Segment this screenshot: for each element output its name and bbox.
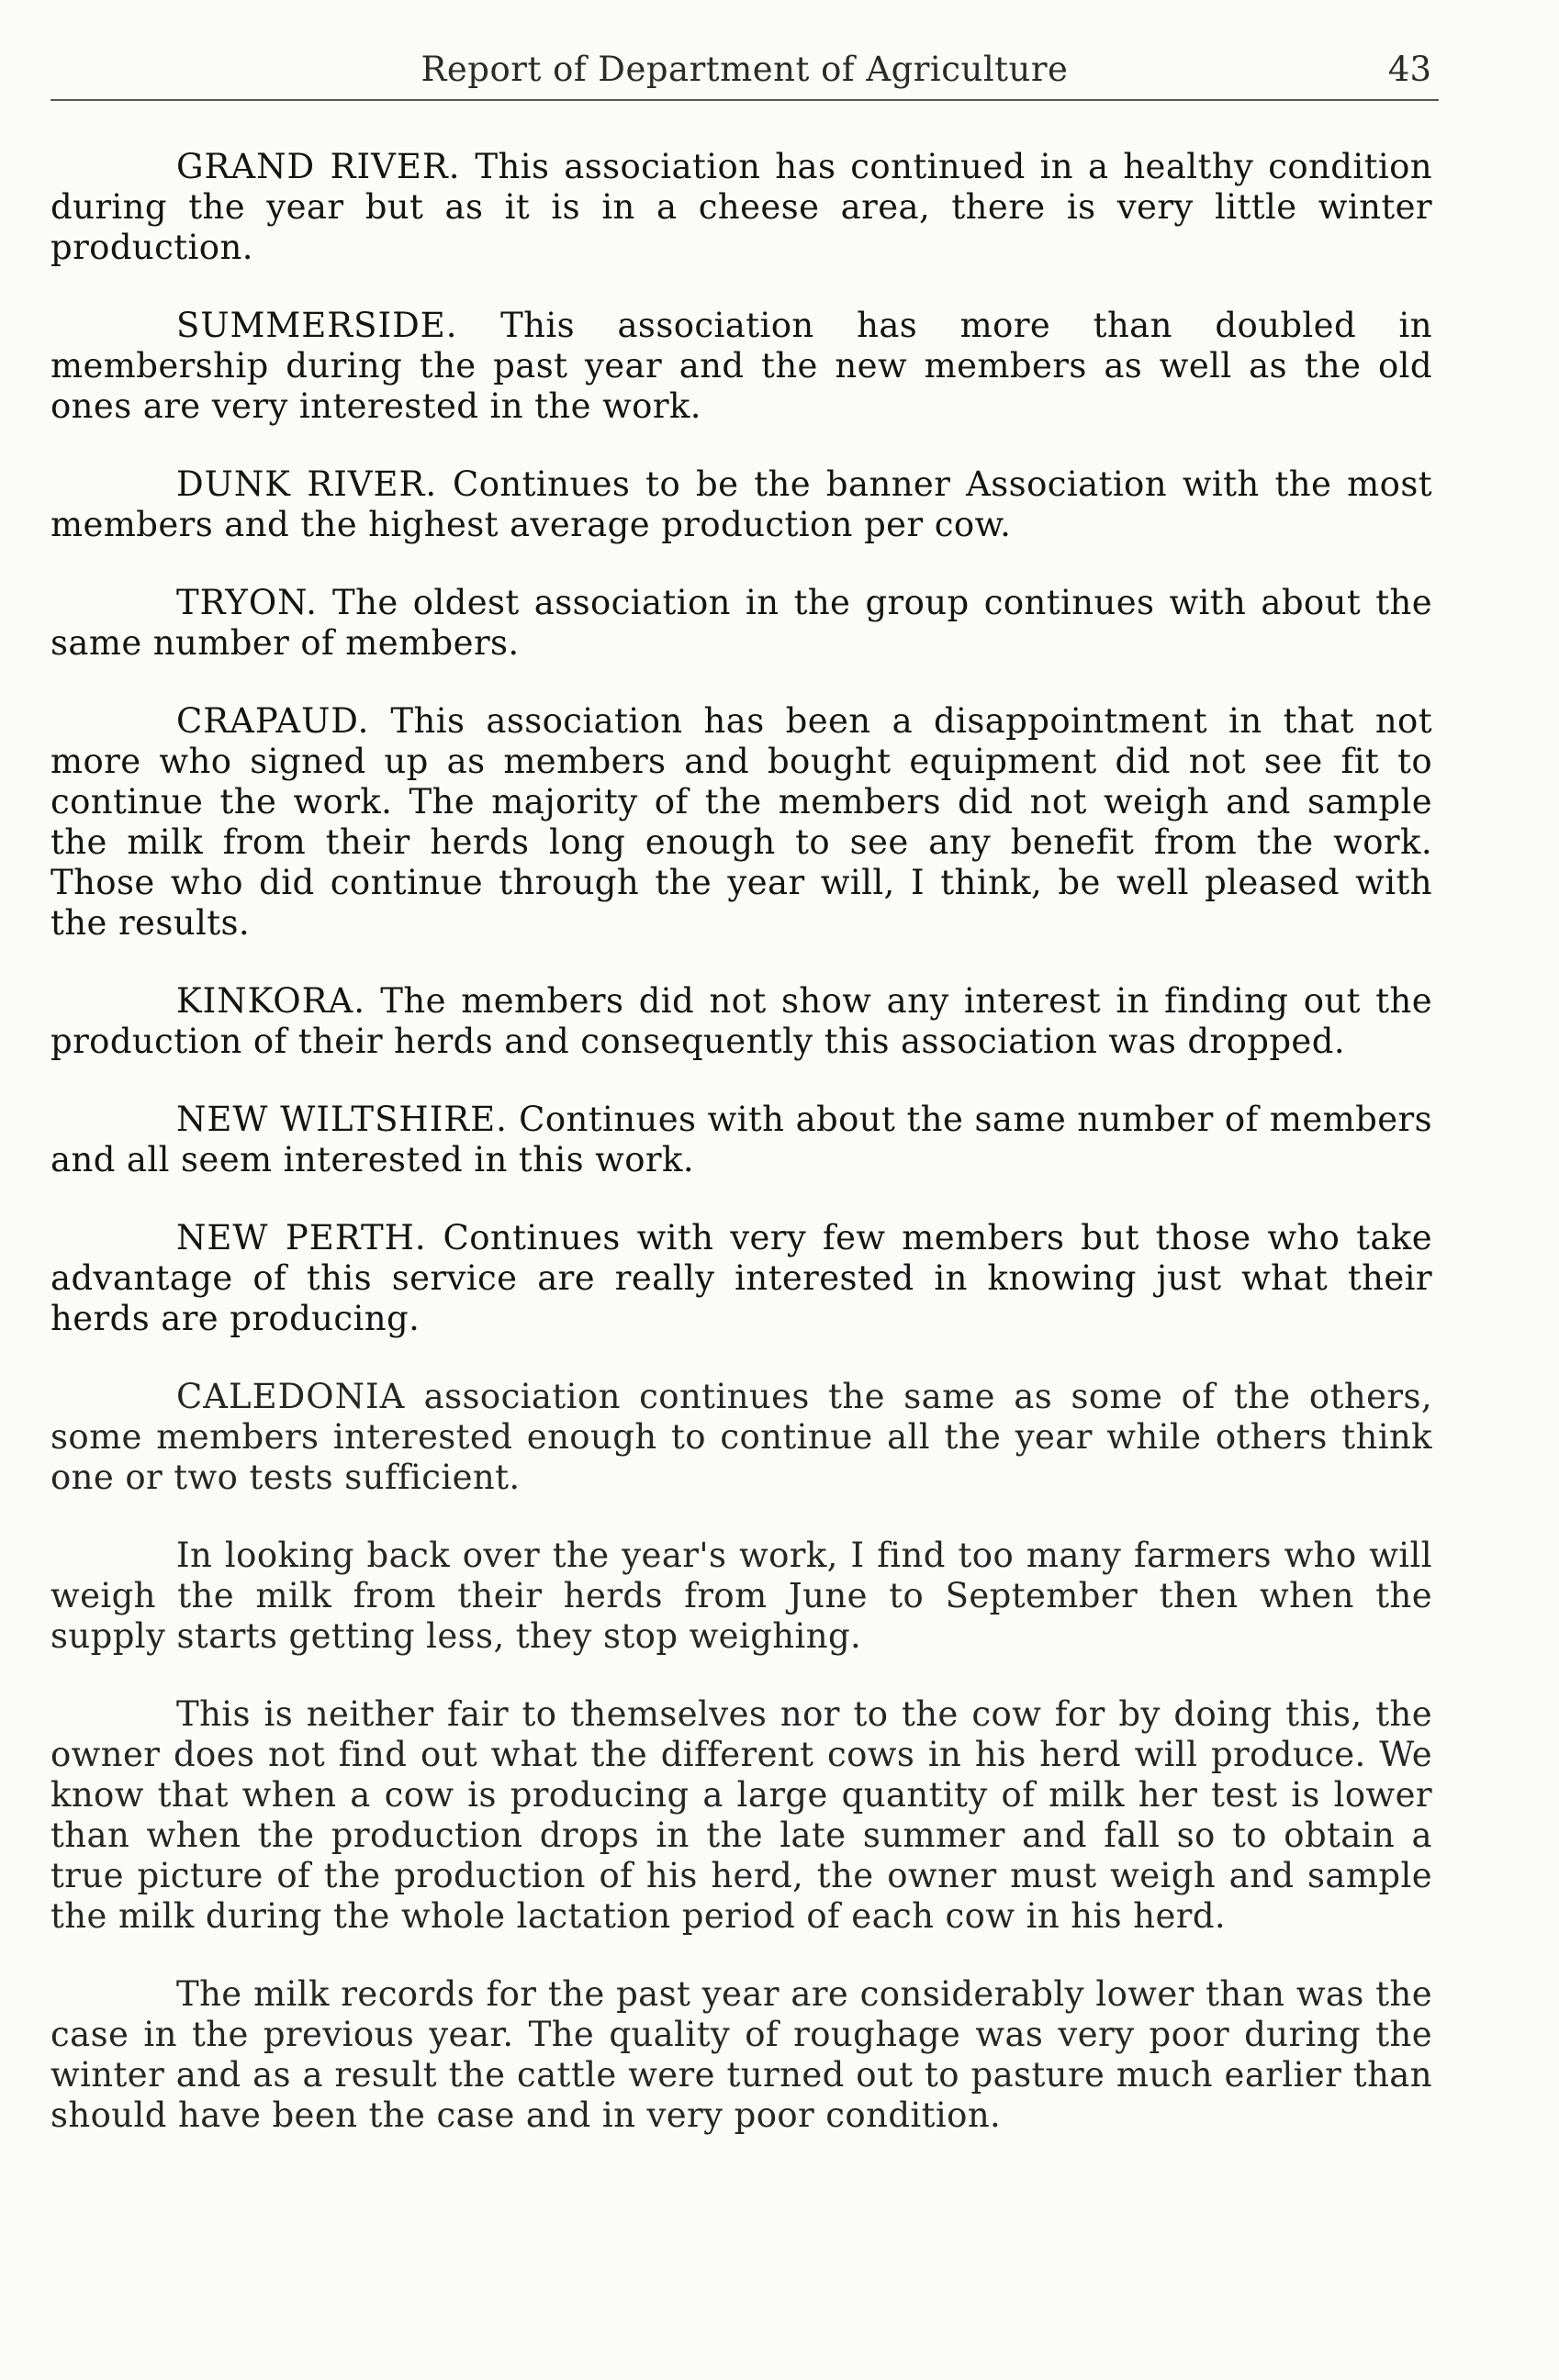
paragraph-milk-records: [50, 1974, 1432, 2136]
paragraph-grand-river: [50, 147, 1432, 268]
paragraph-text: This association has continued in a healthy condition during the year but as it is in a cheese area, there is very little winter production.: [50, 147, 1432, 267]
paragraph-lead: TRYON.: [176, 583, 318, 622]
paragraph-crapaud: [50, 701, 1432, 944]
running-head: Report of Department of Agriculture: [421, 50, 1069, 89]
paragraph-new-wiltshire: [50, 1100, 1432, 1180]
paragraph-text: Continues to be the banner Association with the most members and the highest average production per cow.: [50, 464, 1432, 544]
paragraph-lead: SUMMERSIDE.: [176, 306, 458, 345]
paragraph-lead: KINKORA.: [176, 981, 365, 1021]
paragraph-text: Continues with about the same number of members and all seem interested in this work.: [50, 1100, 1432, 1179]
page-number: 43: [1387, 50, 1431, 89]
paragraph-text: In looking back over the year's work, I find too many farmers who will weigh the milk from their herds from June to September then when the supply starts getting less, they stop weighing.: [50, 1536, 1432, 1656]
paragraph-text: The oldest association in the group continues with about the same number of members.: [50, 583, 1432, 663]
paragraph-lead: NEW WILTSHIRE.: [176, 1100, 508, 1139]
header-rule: [50, 99, 1439, 101]
paragraph-text: This association has more than doubled in membership during the past year and the new members as well as the old ones are very interested in the work.: [50, 306, 1432, 426]
paragraph-dunk-river: [50, 464, 1432, 545]
paragraph-tryon: [50, 583, 1432, 664]
paragraph-lead: GRAND RIVER.: [176, 147, 461, 186]
paragraph-lead: DUNK RIVER.: [176, 464, 438, 504]
paragraph-lead: CRAPAUD.: [176, 701, 370, 741]
paragraph-year-review: [50, 1536, 1432, 1657]
paragraph-new-perth: [50, 1218, 1432, 1339]
body-text: [50, 147, 1432, 2173]
paragraph-lead: NEW PERTH.: [176, 1218, 427, 1257]
paragraph-text: association continues the same as some of the others, some members interested enough to continue all the year while others think one or two tests sufficient.: [50, 1377, 1432, 1497]
paragraph-kinkora: [50, 981, 1432, 1062]
paragraph-lead: CALEDONIA: [176, 1377, 406, 1416]
paragraph-text: The milk records for the past year are considerably lower than was the case in the previous year. The quality of roughage was very poor during the winter and as a result the cattle were turned out to pasture much earlier than should have been the case and in very poor condition.: [50, 1974, 1432, 2135]
paragraph-summerside: [50, 306, 1432, 427]
paragraph-text: This association has been a disappointment in that not more who signed up as members and bought equipment did not see fit to continue the work. The majority of the members did not weigh and sample the milk from their herds long enough to see any benefit from the work. Those who did continue through the year will, I think, be well pleased with the results.: [50, 701, 1432, 943]
paragraph-caledonia: [50, 1377, 1432, 1498]
paragraph-lactation: [50, 1694, 1432, 1937]
page-header: [50, 46, 1439, 101]
paragraph-text: The members did not show any interest in finding out the production of their herds and consequently this association was dropped.: [50, 981, 1432, 1061]
paragraph-text: This is neither fair to themselves nor to the cow for by doing this, the owner does not find out what the different cows in his herd will produce. We know that when a cow is producing a large quantity of milk her test is lower than when the production drops in the late summer and fall so to obtain a true picture of the production of his herd, the owner must weigh and sample the milk during the whole lactation period of each cow in his herd.: [50, 1694, 1432, 1936]
paragraph-text: Continues with very few members but those who take advantage of this service are really interested in knowing just what their herds are producing.: [50, 1218, 1432, 1338]
